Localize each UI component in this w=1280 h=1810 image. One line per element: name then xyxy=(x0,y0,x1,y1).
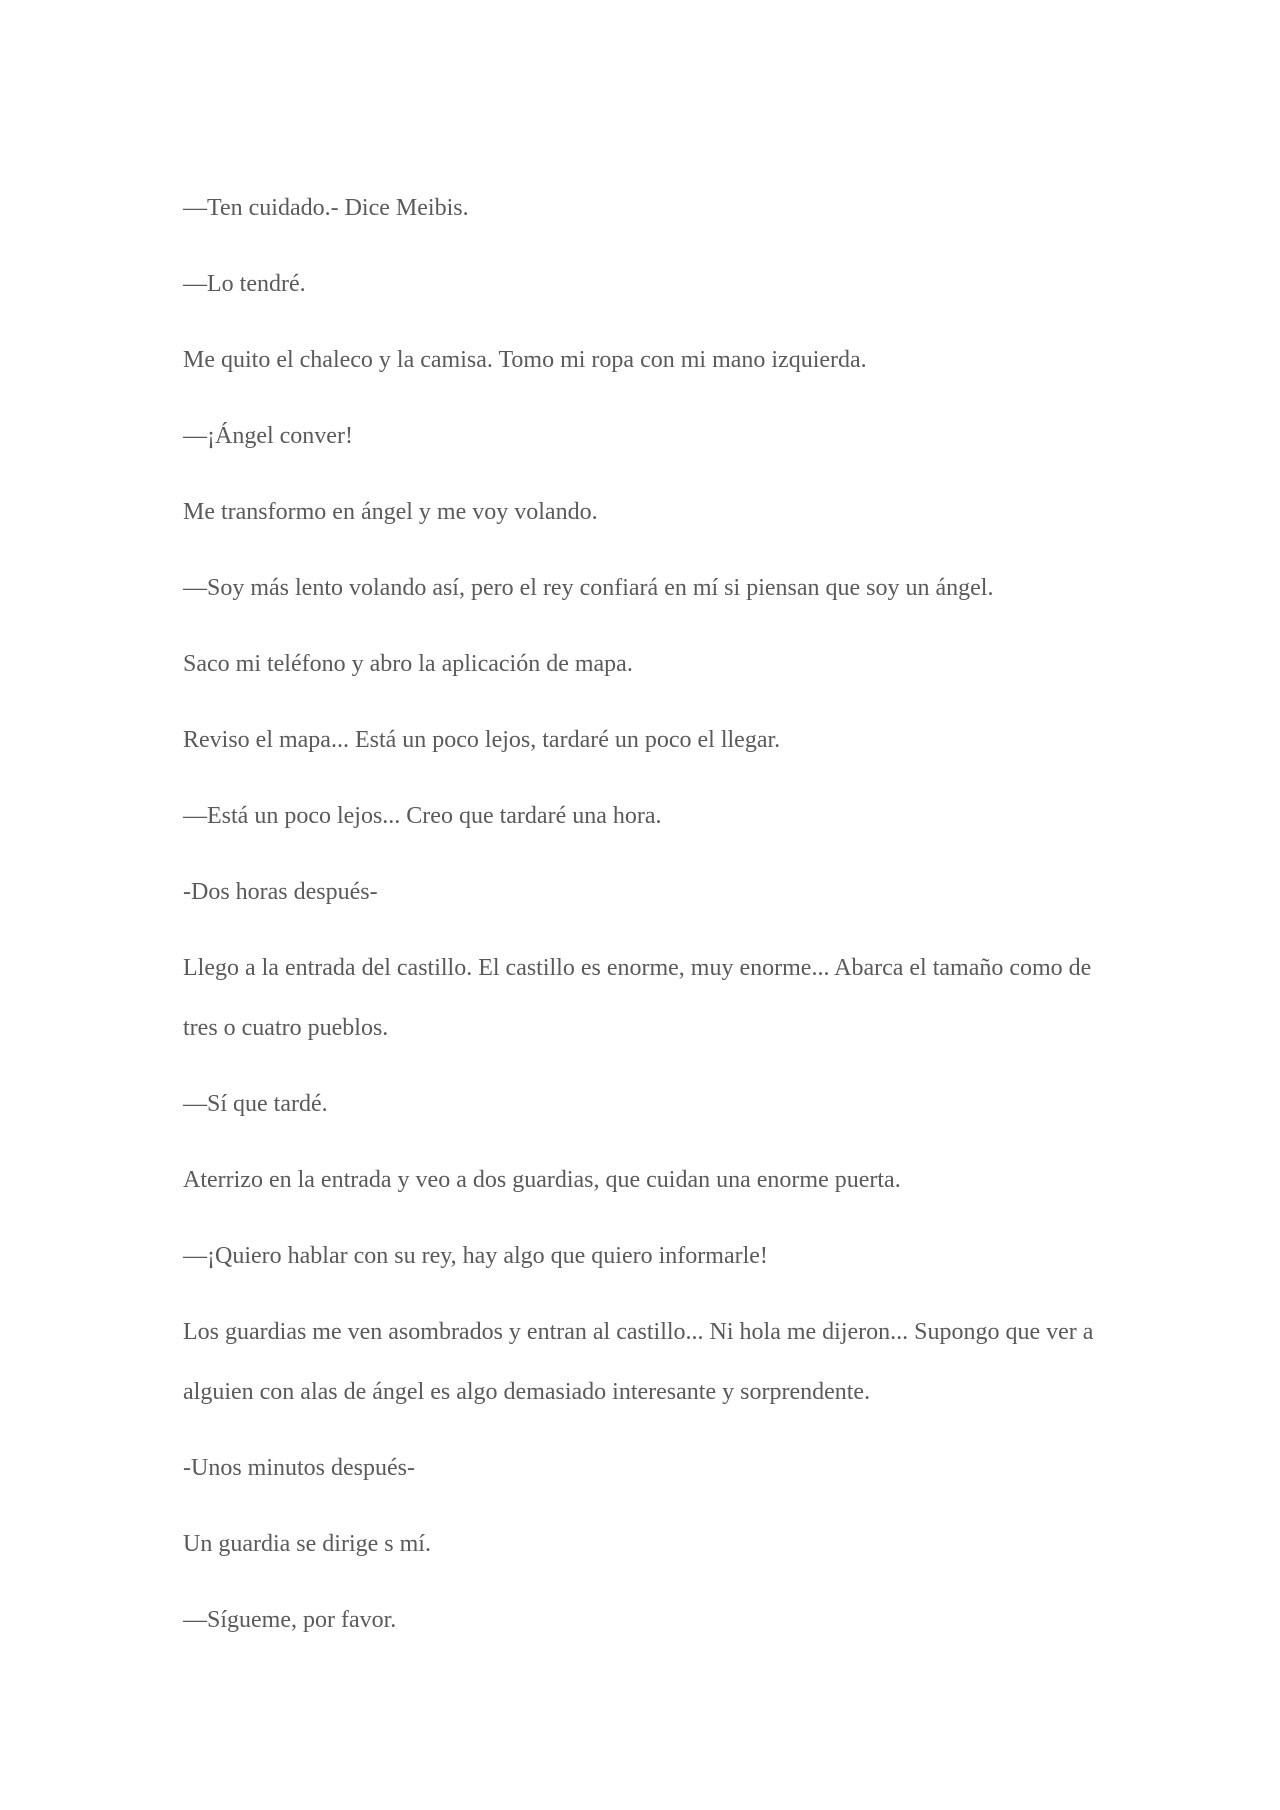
paragraph: —Sí que tardé. xyxy=(183,1091,328,1117)
paragraph: Me quito el chaleco y la camisa. Tomo mi ropa con mi mano izquierda. xyxy=(183,347,867,373)
paragraph: Un guardia se dirige s mí. xyxy=(183,1531,431,1557)
paragraph: Llego a la entrada del castillo. El castillo es enorme, muy enorme... Abarca el tamaño como de tres o cuatro pueblos. xyxy=(183,955,1092,1041)
paragraph: -Dos horas después- xyxy=(183,879,378,905)
document-body xyxy=(183,178,1103,1666)
paragraph: —Está un poco lejos... Creo que tardaré una hora. xyxy=(183,803,662,829)
paragraph: —Ten cuidado.- Dice Meibis. xyxy=(183,195,469,221)
paragraph: —Sígueme, por favor. xyxy=(183,1607,397,1633)
paragraph: —¡Ángel conver! xyxy=(183,423,353,449)
paragraph: Aterrizo en la entrada y veo a dos guardias, que cuidan una enorme puerta. xyxy=(183,1167,901,1193)
paragraph: Los guardias me ven asombrados y entran al castillo... Ni hola me dijeron... Supongo que ver a alguien con alas de ángel es algo demasiado interesante y sorprendente. xyxy=(183,1319,1094,1405)
paragraph: Reviso el mapa... Está un poco lejos, tardaré un poco el llegar. xyxy=(183,727,781,753)
paragraph: Me transformo en ángel y me voy volando. xyxy=(183,499,598,525)
paragraph: —Soy más lento volando así, pero el rey confiará en mí si piensan que soy un ángel. xyxy=(183,575,994,601)
paragraph: Saco mi teléfono y abro la aplicación de mapa. xyxy=(183,651,633,677)
paragraph: —¡Quiero hablar con su rey, hay algo que quiero informarle! xyxy=(183,1243,768,1269)
paragraph: -Unos minutos después- xyxy=(183,1455,415,1481)
paragraph: —Lo tendré. xyxy=(183,271,306,297)
